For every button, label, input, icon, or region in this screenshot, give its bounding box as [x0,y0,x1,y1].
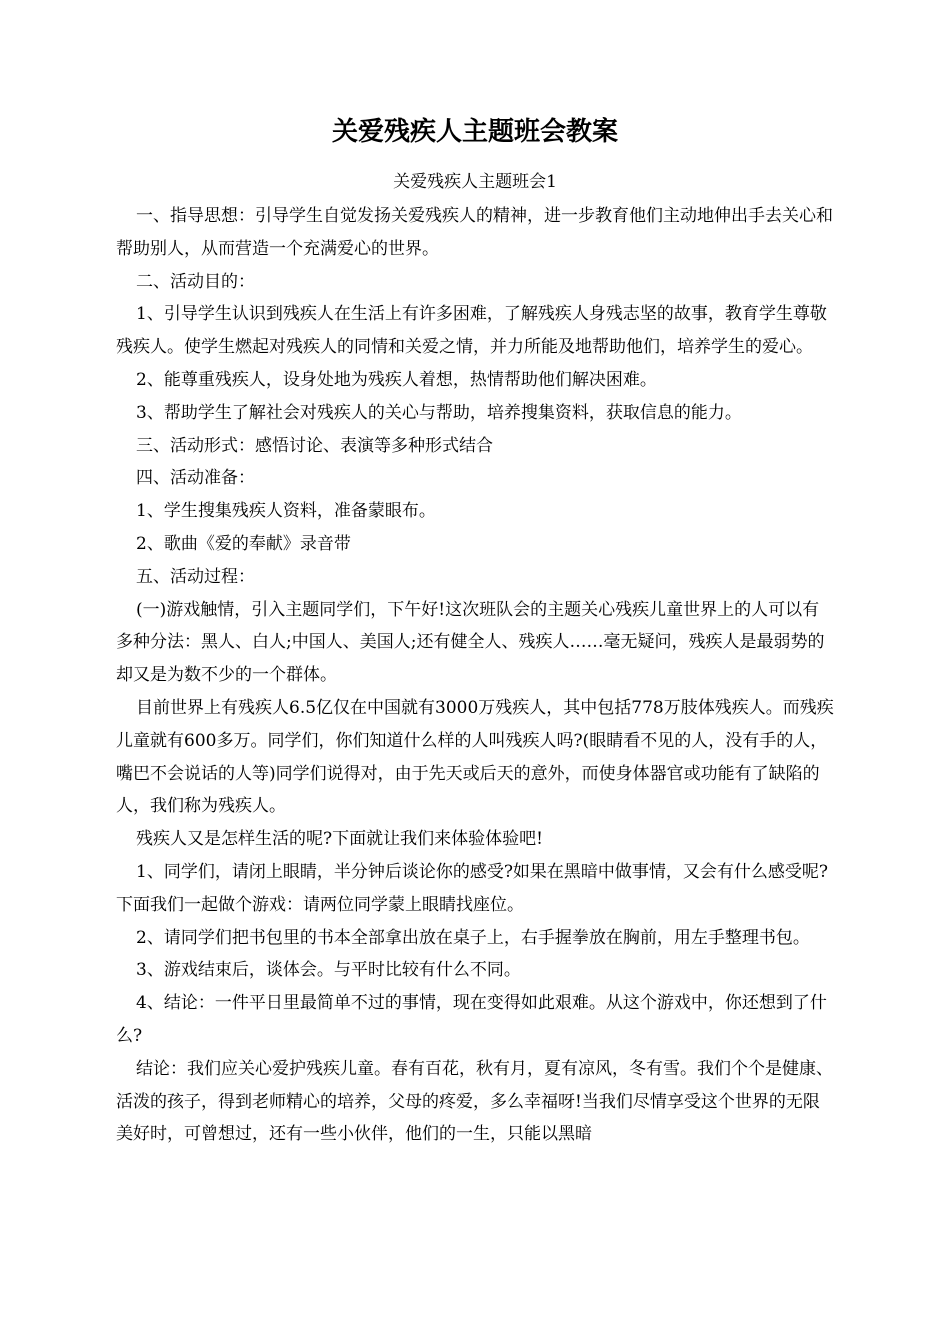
paragraph-goal-3: 3、帮助学生了解社会对残疾人的关心与帮助，培养搜集资料，获取信息的能力。 [136,402,742,423]
paragraph-goal-1: 1、引导学生认识到残疾人在生活上有许多困难，了解残疾人身残志坚的故事，教育学生尊敬残疾人。使学生燃起对残疾人的同情和关爱之情，并力所能及地帮助他们，培养学生的爱心。 [116,304,827,358]
paragraph-game-intro: (一)游戏触情，引入主题同学们，下午好!这次班队会的主题关心残疾儿童世界上的人可以有多种分法：黑人、白人;中国人、美国人;还有健全人、残疾人……毫无疑问，残疾人是最弱势的却又是为数不少的一个群体。 [116,599,825,686]
paragraph-step-1: 1、同学们，请闭上眼睛，半分钟后谈论你的感受?如果在黑暗中做事情，又会有什么感受呢?下面我们一起做个游戏：请两位同学蒙上眼睛找座位。 [116,861,829,915]
paragraph-guiding-thought: 一、指导思想：引导学生自觉发扬关爱残疾人的精神，进一步教育他们主动地伸出手去关心和帮助别人，从而营造一个充满爱心的世界。 [116,206,833,259]
paragraph-activity-form: 三、活动形式：感悟讨论、表演等多种形式结合 [136,435,493,456]
paragraph-experience-prompt: 残疾人又是怎样生活的呢?下面就让我们来体验体验吧! [136,829,543,850]
paragraph-goal-2: 2、能尊重残疾人，设身处地为残疾人着想，热情帮助他们解决困难。 [136,369,657,390]
paragraph-step-3: 3、游戏结束后，谈体会。与平时比较有什么不同。 [136,960,521,981]
paragraph-statistics: 目前世界上有残疾人6.5亿仅在中国就有3000万残疾人，其中包括778万肢体残疾人。而残疾儿童就有600多万。同学们，你们知道什么样的人叫残疾人吗?(眼睛看不见的人，没有手的人，嘴巴不会说话的人等)同学们说得对，由于先天或后天的意外，而使身体器官或功能有了缺陷的人，我们称为残疾人。 [116,697,834,817]
document-title: 关爱残疾人主题班会教案 [331,117,618,147]
document-body [116,200,836,1151]
paragraph-preparation-1: 1、学生搜集残疾人资料，准备蒙眼布。 [136,501,436,522]
paragraph-step-2: 2、请同学们把书包里的书本全部拿出放在桌子上，右手握拳放在胸前，用左手整理书包。 [136,927,810,948]
paragraph-heading-preparation: 四、活动准备： [136,468,255,489]
paragraph-preparation-2: 2、歌曲《爱的奉献》录音带 [136,533,351,554]
paragraph-conclusion: 结论：我们应关心爱护残疾儿童。春有百花，秋有月，夏有凉风，冬有雪。我们个个是健康、活泼的孩子，得到老师精心的培养，父母的疼爱，多么幸福呀!当我们尽情享受这个世界的无限美好时，可曾想过，还有一些小伙伴，他们的一生，只能以黑暗 [116,1058,833,1145]
paragraph-heading-goals: 二、活动目的： [136,271,255,292]
document-subtitle: 关爱残疾人主题班会1 [393,172,557,192]
paragraph-heading-process: 五、活动过程： [136,566,255,587]
paragraph-step-4: 4、结论：一件平日里最简单不过的事情，现在变得如此艰难。从这个游戏中，你还想到了什么? [116,993,827,1046]
